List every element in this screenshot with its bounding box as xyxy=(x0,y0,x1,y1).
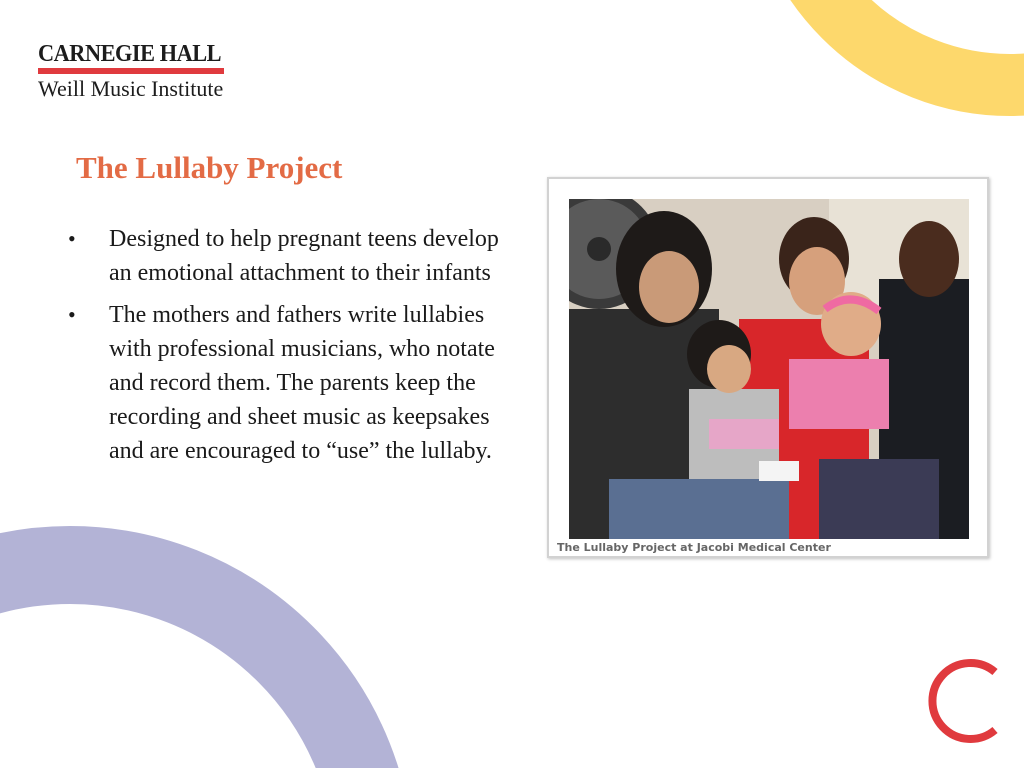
slide-title: The Lullaby Project xyxy=(76,150,343,185)
carnegie-c-icon xyxy=(932,663,995,739)
bullet-text: The mothers and fathers write lullabies with professional musicians, who notate and record them. The parents keep the recording and sheet music as keepsakes and are encouraged to “use” the lullaby. xyxy=(109,302,495,464)
bullet-marker: • xyxy=(68,302,76,327)
logo-red-bar xyxy=(38,68,224,74)
family-photo xyxy=(569,199,969,539)
purple-arc xyxy=(0,565,375,768)
bullet-item xyxy=(68,298,518,468)
logo-line2: Weill Music Institute xyxy=(38,76,224,101)
photo-caption: The Lullaby Project at Jacobi Medical Center xyxy=(557,541,831,554)
carnegie-hall-logo xyxy=(38,42,278,102)
bullet-marker: • xyxy=(68,226,76,251)
logo-line1: CARNEGIE HALL xyxy=(38,41,222,67)
bullet-list xyxy=(68,222,518,476)
yellow-arc xyxy=(775,0,1024,85)
bullet-text: Designed to help pregnant teens develop an emotional attachment to their infants xyxy=(109,226,499,286)
bullet-item xyxy=(68,222,518,290)
photo-frame xyxy=(547,177,989,558)
